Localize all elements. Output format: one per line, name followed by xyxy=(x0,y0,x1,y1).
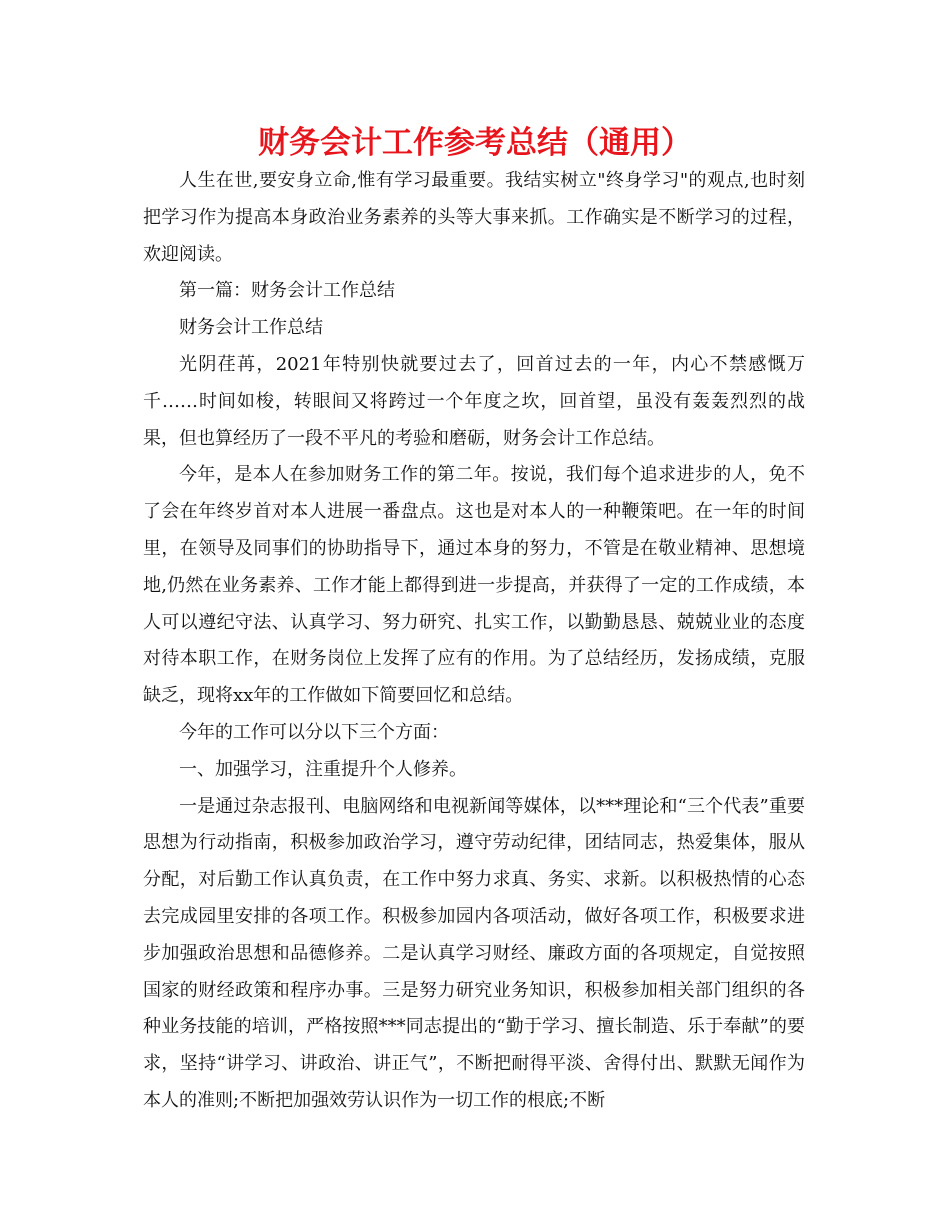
paragraph-subtitle: 财务会计工作总结 xyxy=(179,317,323,339)
paragraph-intro: 人生在世,要安身立命,惟有学习最重要。我结实树立"终身学习"的观点,也时刻把学习作为提高本身政治业务素养的头等大事来抓。工作确实是不断学习的过程，欢迎阅读。 xyxy=(143,170,805,265)
paragraph-section-heading: 一、加强学习，注重提升个人修养。 xyxy=(179,758,467,780)
document-body xyxy=(143,163,805,1120)
paragraph-body: 光阴荏苒，2021年特别快就要过去了，回首过去的一年，内心不禁感慨万千……时间如梭，转眼间又将跨过一个年度之坎，回首望，虽没有轰轰烈烈的战果，但也算经历了一段不平凡的考验和磨砺，财务会计工作总结。 xyxy=(143,353,805,449)
document-title: 财务会计工作参考总结（通用） xyxy=(258,125,692,161)
paragraph-body: 今年，是本人在参加财务工作的第二年。按说，我们每个追求进步的人，免不了会在年终岁首对本人进展一番盘点。这也是对本人的一种鞭策吧。在一年的时间里，在领导及同事们的协助指导下，通过本身的努力，不管是在敬业精神、思想境地,仍然在业务素养、工作才能上都得到进一步提高，并获得了一定的工作成绩，本人可以遵纪守法、认真学习、努力研究、扎实工作，以勤勤恳恳、兢兢业业的态度对待本职工作，在财务岗位上发挥了应有的作用。为了总结经历，发扬成绩，克服缺乏，现将xx年的工作做如下简要回忆和总结。 xyxy=(143,464,805,707)
paragraph-chapter-heading: 第一篇：财务会计工作总结 xyxy=(179,280,395,302)
paragraph-body: 今年的工作可以分以下三个方面： xyxy=(179,721,449,743)
paragraph-body: 一是通过杂志报刊、电脑网络和电视新闻等媒体，以***理论和“三个代表”重要思想为行动指南，积极参加政治学习，遵守劳动纪律，团结同志，热爱集体，服从分配，对后勤工作认真负责，在工作中努力求真、务实、求新。以积极热情的心态去完成园里安排的各项工作。积极参加园内各项活动，做好各项工作，积极要求进步加强政治思想和品德修养。二是认真学习财经、廉政方面的各项规定，自觉按照国家的财经政策和程序办事。三是努力研究业务知识，积极参加相关部门组织的各种业务技能的培训，严格按照***同志提出的“勤于学习、擅长制造、乐于奉献”的要求，坚持“讲学习、讲政治、讲正气”，不断把耐得平淡、舍得付出、默默无闻作为本人的准则;不断把加强效劳认识作为一切工作的根底;不断 xyxy=(143,795,805,1111)
